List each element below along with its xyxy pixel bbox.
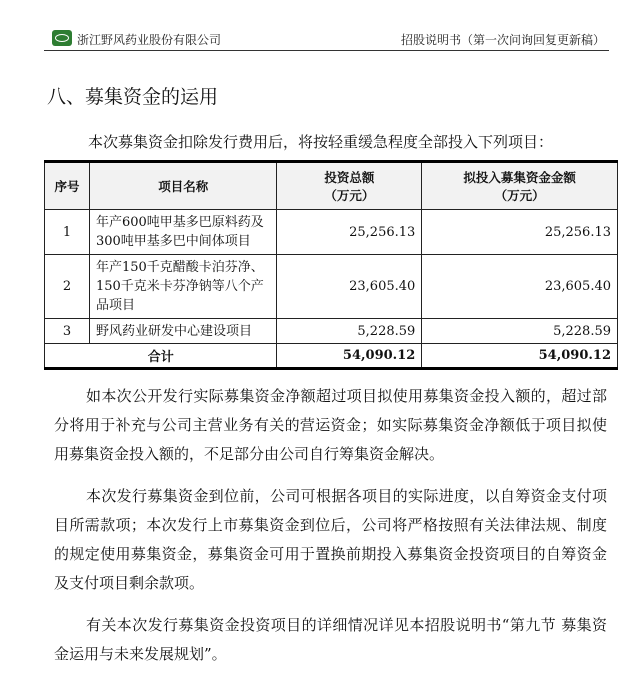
table-row	[45, 255, 618, 319]
header-invest	[277, 162, 422, 210]
row-invest: 23,605.40	[277, 255, 422, 319]
header-raise	[422, 162, 618, 210]
header-invest-label: 投资总额	[324, 170, 375, 185]
page-header	[44, 28, 609, 51]
row-no: 2	[45, 255, 90, 319]
row-no: 1	[45, 210, 90, 255]
header-raise-label: 拟投入募集资金金额	[463, 170, 576, 185]
section-title: 八、募集资金的运用	[47, 86, 219, 108]
row-name: 野风药业研发中心建设项目	[89, 319, 277, 344]
total-raise: 54,090.12	[422, 344, 618, 369]
row-raise: 23,605.40	[422, 255, 618, 319]
paragraph: 如本次公开发行实际募集资金净额超过项目拟使用募集资金投入额的，超过部分将用于补充与公司主营业务有关的营运资金；如实际募集资金净额低于项目拟使用募集资金投入额的，不足部分由公司自行筹集资金解决。	[54, 387, 607, 463]
document-title: 招股说明书（第一次问询回复更新稿）	[400, 33, 605, 47]
paragraph: 有关本次发行募集资金投资项目的详细情况详见本招股说明书“第九节 募集资金运用与未来发展规划”。	[54, 616, 607, 663]
fund-usage-table	[44, 160, 618, 370]
row-name: 年产600吨甲基多巴原料药及300吨甲基多巴中间体项目	[89, 210, 277, 255]
company-logo-icon	[52, 30, 72, 46]
header-no: 序号	[45, 162, 90, 210]
header-invest-unit: （万元）	[324, 188, 375, 203]
header-name: 项目名称	[89, 162, 277, 210]
table-total-row	[45, 344, 618, 369]
intro-text: 本次募集资金扣除发行费用后，将按轻重缓急程度全部投入下列项目：	[88, 133, 554, 151]
row-invest: 5,228.59	[277, 319, 422, 344]
total-invest: 54,090.12	[277, 344, 422, 369]
header-raise-unit: （万元）	[494, 188, 545, 203]
row-raise: 25,256.13	[422, 210, 618, 255]
table-row	[45, 319, 618, 344]
company-name: 浙江野风药业股份有限公司	[77, 33, 222, 47]
row-invest: 25,256.13	[277, 210, 422, 255]
table-row	[45, 210, 618, 255]
row-no: 3	[45, 319, 90, 344]
row-name: 年产150千克醋酸卡泊芬净、150千克米卡芬净钠等八个产品项目	[89, 255, 277, 319]
total-label: 合计	[45, 344, 277, 369]
paragraph: 本次发行募集资金到位前，公司可根据各项目的实际进度，以自筹资金支付项目所需款项；本次发行上市募集资金到位后，公司将严格按照有关法律法规、制度的规定使用募集资金，募集资金可用于置换前期投入募集资金投资项目的自筹资金及支付项目剩余款项。	[54, 487, 607, 592]
row-raise: 5,228.59	[422, 319, 618, 344]
